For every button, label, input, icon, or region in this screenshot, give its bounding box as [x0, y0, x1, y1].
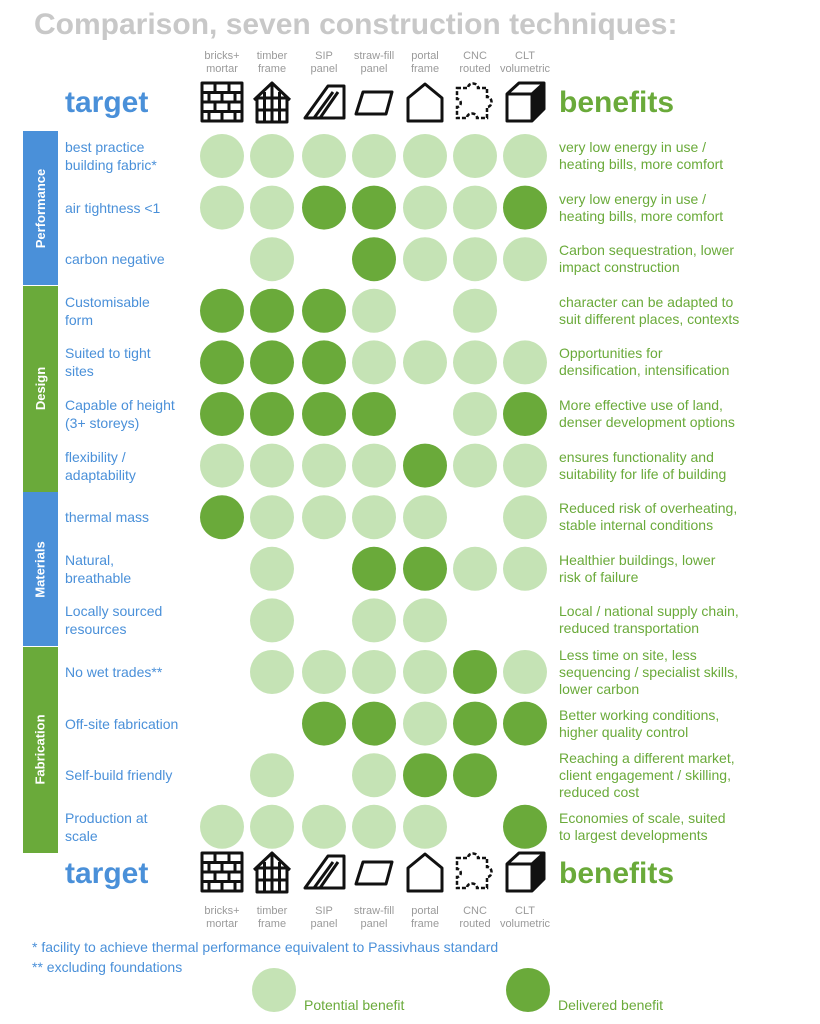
- potential-benefit-dot: [200, 186, 244, 230]
- section-label: Performance: [33, 168, 49, 248]
- delivered-benefit-dot: [250, 340, 294, 384]
- header-benefits-top: benefits: [559, 86, 675, 119]
- column-label: straw-fill panel: [353, 905, 395, 930]
- row-benefit-label: More effective use of land, denser development options: [559, 397, 735, 430]
- delivered-benefit-dot: [250, 289, 294, 333]
- column-label: straw-fill panel: [353, 50, 395, 75]
- potential-benefit-dot: [302, 650, 346, 694]
- section-label: Materials: [33, 541, 48, 598]
- row-benefit-label: Reaching a different market, client engagement / skilling, reduced cost: [559, 749, 735, 800]
- potential-benefit-dot: [352, 134, 396, 178]
- delivered-benefit-dot: [302, 340, 346, 384]
- potential-benefit-dot: [250, 186, 294, 230]
- delivered-benefit-dot: [403, 547, 447, 591]
- potential-benefit-dot: [352, 340, 396, 384]
- potential-benefit-dot: [352, 289, 396, 333]
- potential-benefit-dot: [352, 598, 396, 642]
- header-target-bottom: target: [65, 857, 149, 890]
- row-target-label: Self-build friendly: [65, 767, 173, 784]
- row-target-label: Off-site fabrication: [65, 715, 179, 732]
- delivered-benefit-dot: [503, 392, 547, 436]
- row-benefit-label: Healthier buildings, lower risk of failure: [559, 551, 716, 585]
- header-benefits-bottom: benefits: [559, 857, 675, 890]
- column-label: timber frame: [256, 905, 288, 930]
- potential-benefit-dot: [503, 444, 547, 488]
- potential-benefit-dot: [200, 444, 244, 488]
- row-target-label: carbon negative: [65, 251, 165, 268]
- header-target-top: target: [65, 86, 149, 119]
- potential-benefit-dot: [250, 547, 294, 591]
- footnote-passivhaus: * facility to achieve thermal performance equivalent to Passivhaus standard: [32, 939, 499, 955]
- row-benefit-label: Better working conditions, higher quality control: [559, 706, 720, 740]
- row-target-label: best practice building fabric*: [65, 139, 157, 173]
- legend-potential-swatch: [252, 968, 296, 1012]
- delivered-benefit-dot: [453, 702, 497, 746]
- delivered-benefit-dot: [302, 392, 346, 436]
- column-label: CLT volumetric: [499, 50, 551, 75]
- row-target-label: Locally sourced resources: [65, 603, 163, 638]
- portal-frame-icon: [403, 850, 447, 894]
- potential-benefit-dot: [403, 134, 447, 178]
- row-target-label: thermal mass: [65, 509, 150, 526]
- footnote-foundations: ** excluding foundations: [32, 959, 183, 975]
- delivered-benefit-dot: [503, 805, 547, 849]
- potential-benefit-dot: [453, 289, 497, 333]
- column-label: SIP panel: [310, 905, 338, 930]
- column-label: bricks+ mortar: [204, 50, 240, 75]
- legend-delivered-label: Delivered benefit: [558, 997, 664, 1013]
- delivered-benefit-dot: [352, 547, 396, 591]
- column-label: SIP panel: [310, 50, 338, 75]
- potential-benefit-dot: [302, 134, 346, 178]
- delivered-benefit-dot: [302, 702, 346, 746]
- column-label: CNC routed: [459, 905, 491, 930]
- potential-benefit-dot: [453, 444, 497, 488]
- potential-benefit-dot: [503, 134, 547, 178]
- potential-benefit-dot: [302, 495, 346, 539]
- delivered-benefit-dot: [200, 340, 244, 384]
- delivered-benefit-dot: [403, 753, 447, 797]
- potential-benefit-dot: [250, 753, 294, 797]
- column-label: CLT volumetric: [499, 905, 551, 930]
- column-label: portal frame: [410, 905, 440, 930]
- potential-benefit-dot: [503, 237, 547, 281]
- chart-title: Comparison, seven construction techniques:: [34, 8, 678, 41]
- row-target-label: Customisable form: [65, 293, 150, 328]
- delivered-benefit-dot: [503, 702, 547, 746]
- column-label: timber frame: [256, 50, 288, 75]
- potential-benefit-dot: [503, 650, 547, 694]
- potential-benefit-dot: [200, 134, 244, 178]
- row-benefit-label: Economies of scale, suited to largest developments: [559, 809, 726, 843]
- potential-benefit-dot: [352, 805, 396, 849]
- cnc-puzzle-icon: [453, 850, 497, 894]
- row-benefit-label: Reduced risk of overheating, stable internal conditions: [559, 500, 738, 534]
- row-target-label: air tightness <1: [65, 199, 161, 216]
- bricks-icon: [200, 850, 244, 894]
- potential-benefit-dot: [403, 340, 447, 384]
- delivered-benefit-dot: [352, 186, 396, 230]
- potential-benefit-dot: [250, 650, 294, 694]
- potential-benefit-dot: [352, 753, 396, 797]
- row-benefit-label: very low energy in use / heating bills, more comfort: [559, 139, 724, 172]
- section-label: Fabrication: [33, 714, 49, 785]
- potential-benefit-dot: [403, 237, 447, 281]
- potential-benefit-dot: [403, 650, 447, 694]
- delivered-benefit-dot: [250, 392, 294, 436]
- row-target-label: Capable of height (3+ storeys): [65, 397, 175, 431]
- potential-benefit-dot: [352, 495, 396, 539]
- potential-benefit-dot: [503, 547, 547, 591]
- potential-benefit-dot: [453, 547, 497, 591]
- potential-benefit-dot: [352, 650, 396, 694]
- row-benefit-label: character can be adapted to suit different places, contexts: [559, 293, 740, 327]
- potential-benefit-dot: [302, 444, 346, 488]
- potential-benefit-dot: [403, 805, 447, 849]
- delivered-benefit-dot: [352, 237, 396, 281]
- potential-benefit-dot: [503, 495, 547, 539]
- potential-benefit-dot: [403, 495, 447, 539]
- row-target-label: flexibility / adaptability: [65, 448, 136, 483]
- column-label: bricks+ mortar: [204, 905, 240, 930]
- column-label: portal frame: [410, 50, 440, 75]
- row-benefit-label: very low energy in use / heating bills, more comfort: [559, 190, 724, 224]
- potential-benefit-dot: [200, 805, 244, 849]
- delivered-benefit-dot: [200, 495, 244, 539]
- potential-benefit-dot: [250, 495, 294, 539]
- column-label: CNC routed: [459, 50, 491, 75]
- row-target-label: No wet trades**: [65, 664, 163, 680]
- clt-cube-icon: [503, 850, 547, 894]
- potential-benefit-dot: [453, 340, 497, 384]
- row-target-label: Suited to tight sites: [65, 345, 151, 380]
- potential-benefit-dot: [250, 444, 294, 488]
- delivered-benefit-dot: [302, 289, 346, 333]
- delivered-benefit-dot: [352, 392, 396, 436]
- row-target-label: Natural, breathable: [65, 551, 132, 586]
- potential-benefit-dot: [403, 702, 447, 746]
- potential-benefit-dot: [302, 805, 346, 849]
- delivered-benefit-dot: [453, 753, 497, 797]
- delivered-benefit-dot: [403, 444, 447, 488]
- potential-benefit-dot: [352, 444, 396, 488]
- potential-benefit-dot: [250, 134, 294, 178]
- potential-benefit-dot: [250, 237, 294, 281]
- potential-benefit-dot: [453, 392, 497, 436]
- row-target-label: Production at scale: [65, 809, 148, 844]
- potential-benefit-dot: [250, 598, 294, 642]
- delivered-benefit-dot: [453, 650, 497, 694]
- row-benefit-label: Opportunities for densification, intensification: [559, 345, 730, 379]
- row-benefit-label: Less time on site, less sequencing / specialist skills, lower carbon: [559, 646, 738, 697]
- legend-delivered-swatch: [506, 968, 550, 1012]
- sip-panel-icon: [302, 850, 346, 894]
- delivered-benefit-dot: [503, 186, 547, 230]
- timber-frame-icon: [250, 850, 294, 894]
- row-benefit-label: ensures functionality and suitability for life of building: [559, 448, 727, 482]
- delivered-benefit-dot: [200, 289, 244, 333]
- section-label: Design: [33, 367, 48, 411]
- potential-benefit-dot: [503, 340, 547, 384]
- legend-potential-label: Potential benefit: [304, 997, 405, 1013]
- row-benefit-label: Local / national supply chain, reduced transportation: [559, 603, 739, 637]
- delivered-benefit-dot: [302, 186, 346, 230]
- potential-benefit-dot: [403, 186, 447, 230]
- delivered-benefit-dot: [200, 392, 244, 436]
- potential-benefit-dot: [453, 134, 497, 178]
- potential-benefit-dot: [453, 237, 497, 281]
- row-benefit-label: Carbon sequestration, lower impact construction: [559, 242, 735, 276]
- potential-benefit-dot: [250, 805, 294, 849]
- potential-benefit-dot: [453, 186, 497, 230]
- straw-fill-panel-icon: [352, 850, 396, 894]
- potential-benefit-dot: [403, 598, 447, 642]
- delivered-benefit-dot: [352, 702, 396, 746]
